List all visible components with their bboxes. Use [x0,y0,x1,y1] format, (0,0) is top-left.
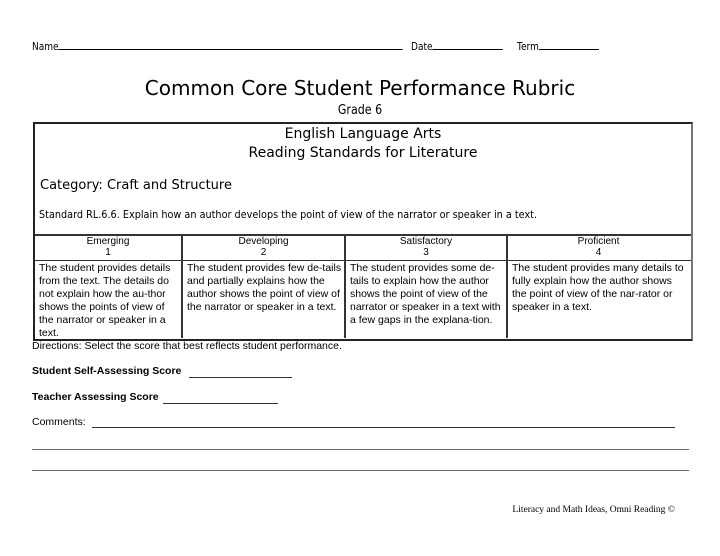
name-blank[interactable] [59,39,403,50]
standard-text: Standard RL.6.6. Explain how an author develops the point of view of the narrator or speaker in a text. [39,208,538,221]
level-description: The student provides details from the text. The details do not explain how the au-thor shows the points of view of the narrator or speaker in a text. [39,262,171,339]
level-header[interactable] [35,236,181,258]
strand-heading: Reading Standards for Literature [248,145,478,161]
comments-line[interactable] [92,427,675,428]
level-header[interactable] [346,236,506,258]
category-label: Category: Craft and Structure [40,178,232,193]
page-title: Common Core Student Performance Rubric [144,76,576,100]
footer-credit: Literacy and Math Ideas, Omni Reading © [512,505,675,515]
date-blank[interactable] [433,39,504,50]
level-name: Proficient [577,236,620,247]
teacher-score-blank[interactable] [163,403,278,404]
comments-line[interactable] [32,470,689,471]
term-blank[interactable] [539,39,599,50]
table-divider [35,260,691,261]
level-name: Emerging [86,236,130,247]
level-description: The student provides many details to fully explain how the author shows the point of view of the nar-rator or speaker in a text. [512,262,684,313]
level-description: The student provides some de-tails to explain how the author shows the point of view of the narrator or speaker in a text with a few gaps in the explana-tion. [350,262,501,326]
date-label: Date [411,40,433,53]
level-score: 4 [595,247,602,258]
level-name: Satisfactory [399,236,453,247]
student-score-blank[interactable] [189,377,292,378]
level-score: 3 [423,247,429,258]
level-name: Developing [238,236,289,247]
level-header[interactable] [183,236,344,258]
teacher-score-label: Teacher Assessing Score [32,391,159,403]
level-score: 1 [105,247,111,258]
comments-label: Comments: [32,416,86,428]
date-field[interactable] [411,39,503,53]
term-label: Term [517,40,539,53]
level-header[interactable] [508,236,689,258]
level-description: The student provides few de-tails and partially explains how the author shows the point of view of the narrator or speaker in a text. [187,262,342,313]
level-score: 2 [260,247,267,258]
name-label: Name [32,40,59,53]
comments-line[interactable] [32,449,689,450]
name-field[interactable] [32,39,403,53]
term-field[interactable] [517,39,599,53]
subject-heading: English Language Arts [284,126,442,142]
grade-label: Grade 6 [337,103,383,118]
directions-text: Directions: Select the score that best reflects student performance. [32,340,342,352]
student-score-label: Student Self-Assessing Score [32,365,182,377]
